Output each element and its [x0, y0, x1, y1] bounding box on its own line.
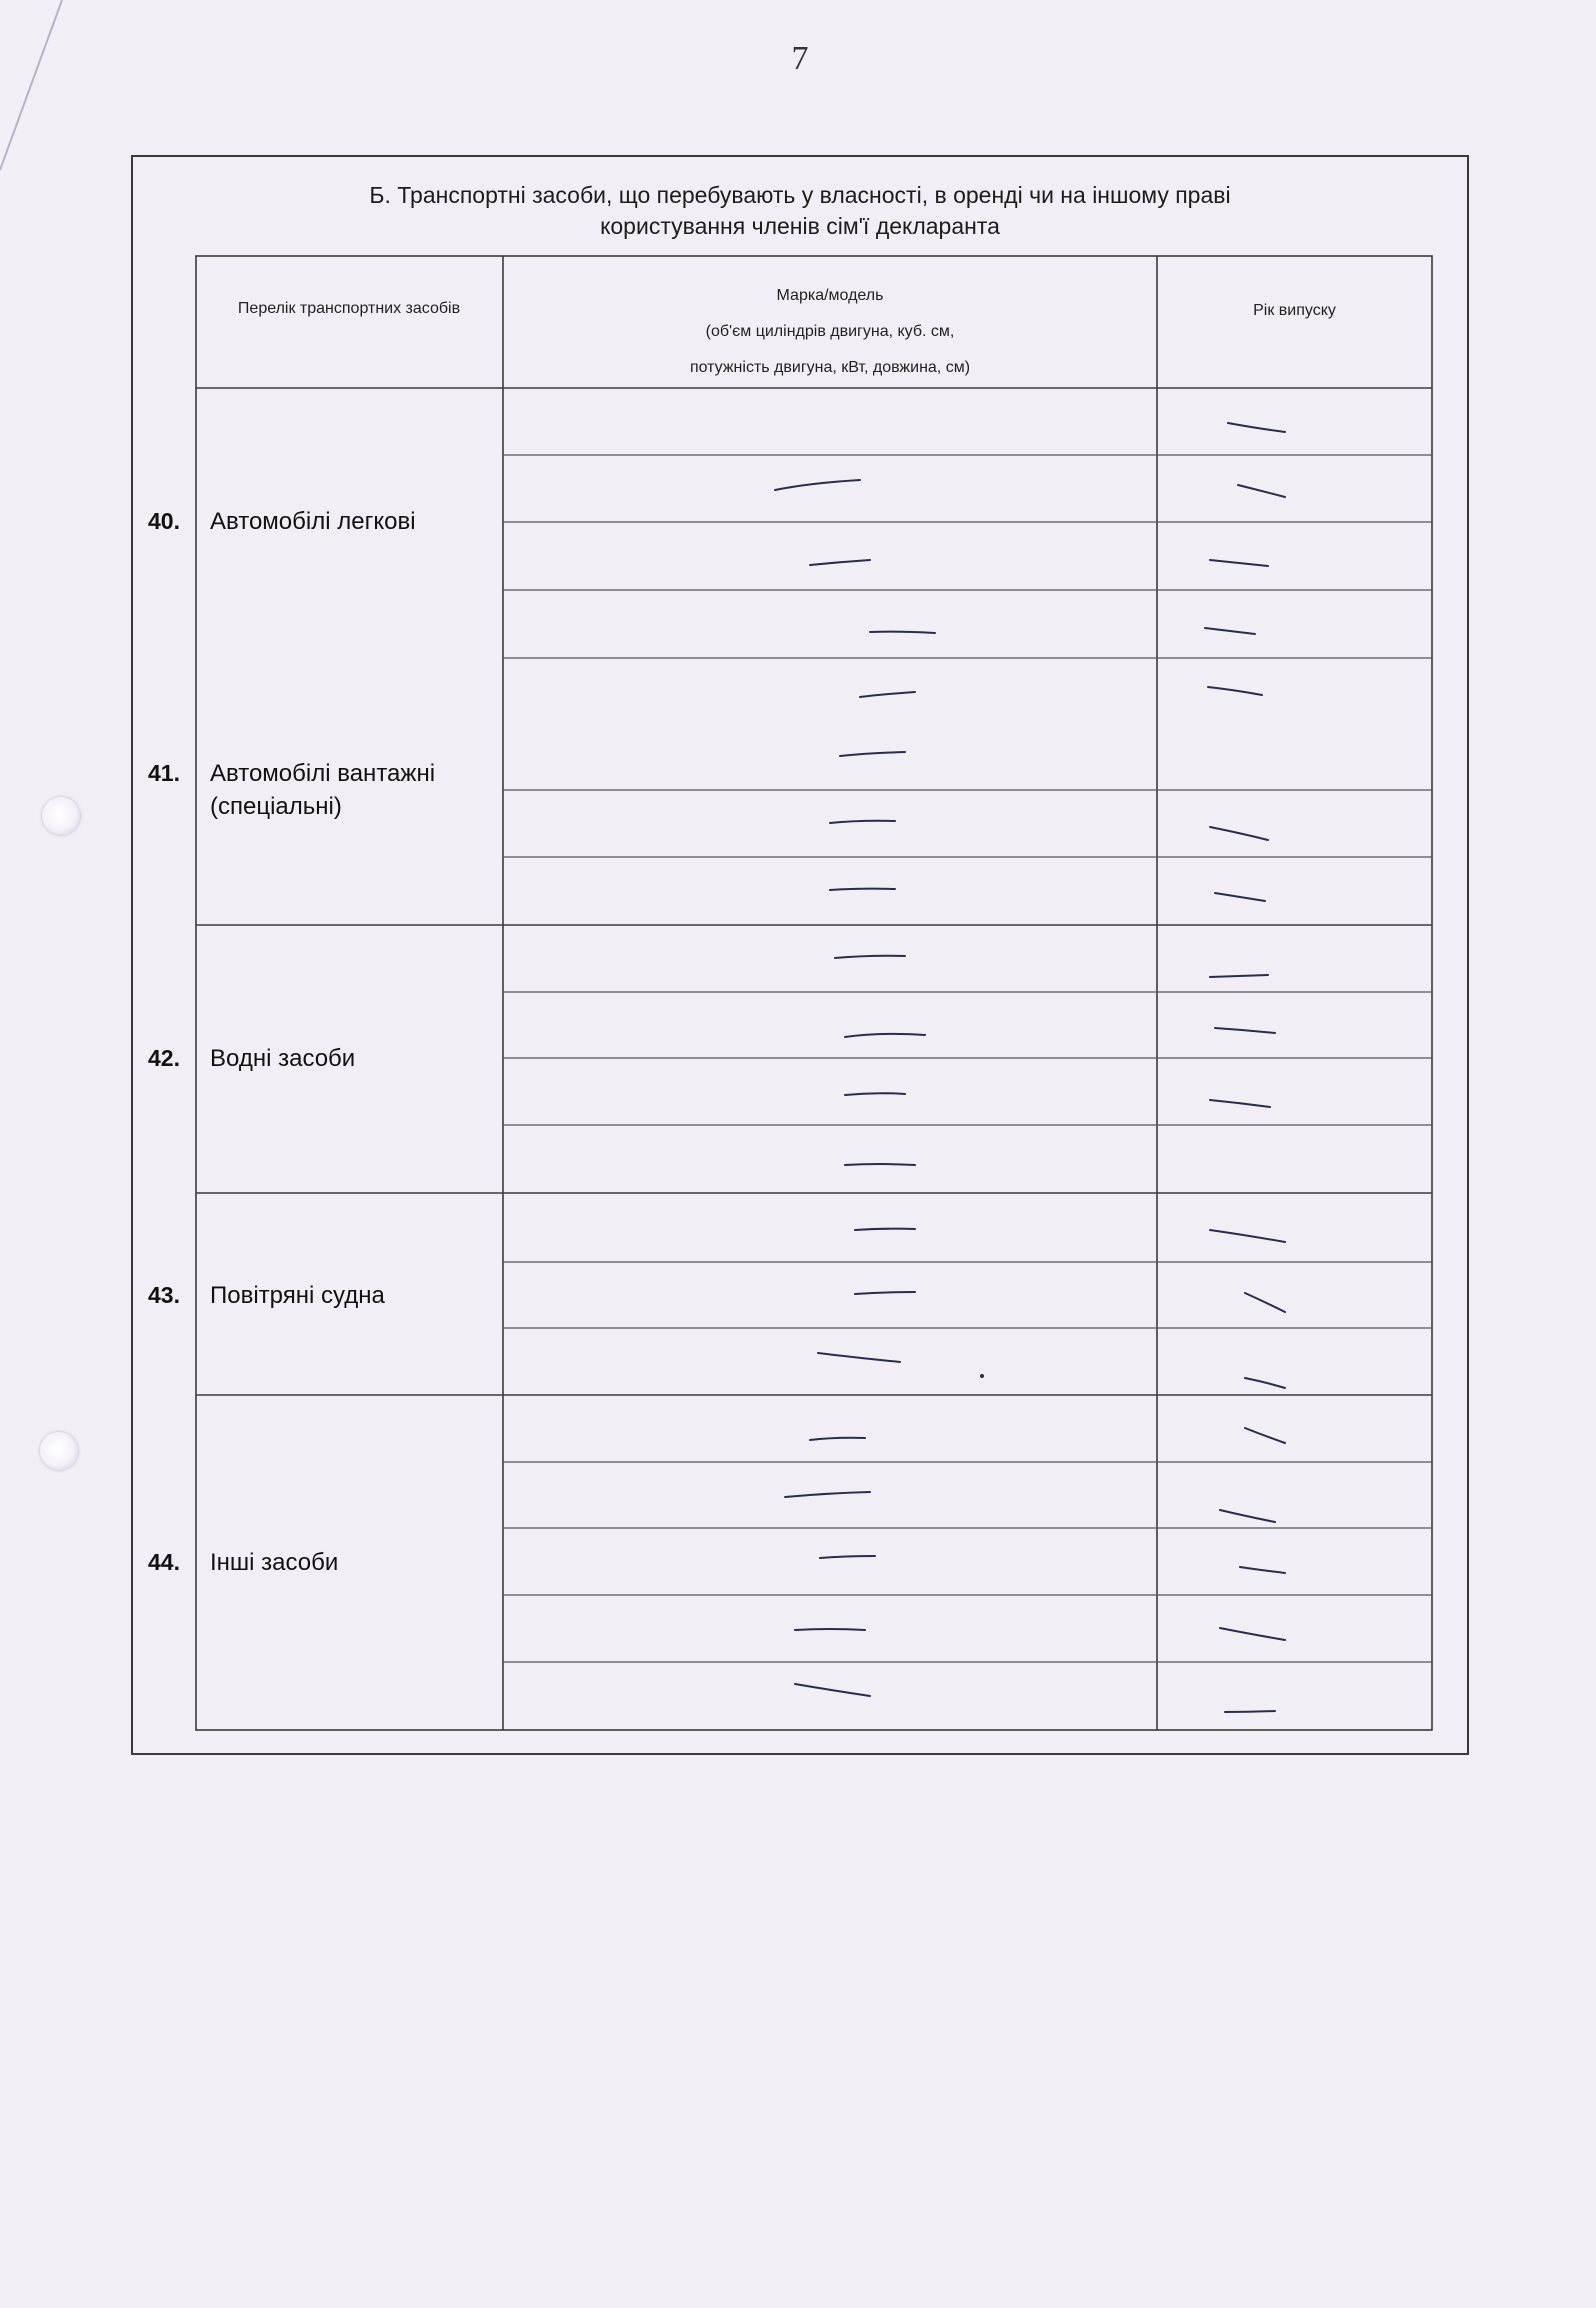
section-letter: Б. [369, 182, 391, 208]
ink-dot [980, 1374, 984, 1378]
column-header-model-line1: Марка/модель [776, 287, 884, 304]
category-label-water: Водні засоби [210, 1045, 356, 1072]
category-label-trucks: Автомобілі вантажні (спеціальні) [210, 760, 436, 820]
category-number: 43. [148, 1282, 180, 1308]
page-number: 7 [791, 40, 809, 77]
section-title-line2: користування членів сім'ї декларанта [600, 213, 1000, 239]
punch-hole [40, 1432, 78, 1470]
category-label-other: Інші засоби [210, 1549, 339, 1576]
column-header-list: Перелік транспортних засобів [237, 300, 461, 317]
category-label-cars: Автомобілі легкові [210, 508, 416, 535]
category-label-aircraft: Повітряні судна [210, 1282, 385, 1309]
category-number: 41. [148, 760, 180, 786]
column-header-year: Рік випуску [1253, 302, 1336, 319]
section-title-line1: Транспортні засоби, що перебувають у власності, в оренді чи на іншому праві [397, 182, 1231, 208]
punch-hole [42, 797, 80, 835]
column-header-model-line3: потужність двигуна, кВт, довжина, см) [689, 359, 971, 376]
category-number: 40. [148, 508, 180, 534]
column-header-model-line2: (об'єм циліндрів двигуна, куб. см, [705, 323, 955, 340]
category-number: 42. [148, 1045, 180, 1071]
category-number: 44. [148, 1549, 180, 1575]
